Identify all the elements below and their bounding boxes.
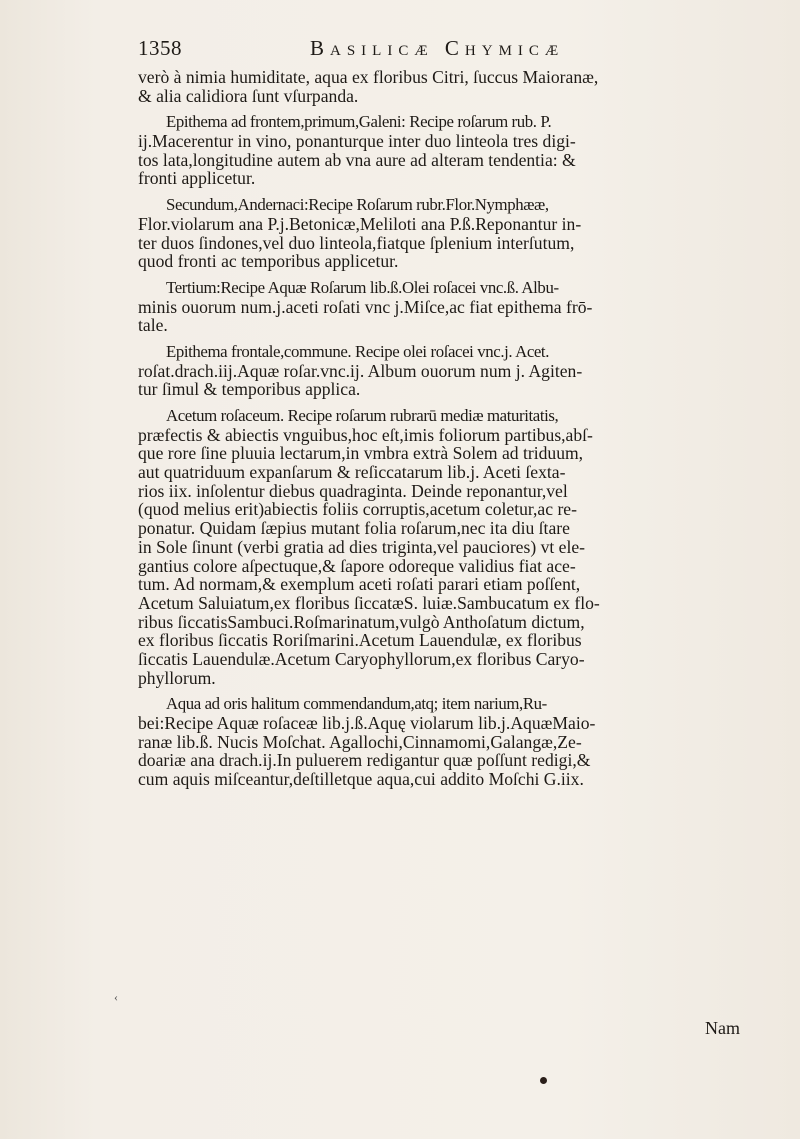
text-line: præfectis & abiectis vnguibus,hoc eſt,imis foliorum partibus,abſ- [138,424,593,445]
text-line: ranæ lib.ß. Nucis Moſchat. Agallochi,Cinnamomi,Galangæ,Ze- [138,731,582,752]
text-line: Secundum,Andernaci:Recipe Roſarum rubr.Flor.Nymphææ, [166,195,549,215]
page-header [120,36,760,68]
text-line: Tertium:Recipe Aquæ Roſarum lib.ß.Olei roſacei vnc.ß. Albu- [166,277,559,297]
running-head: Basilicæ Chymicæ [310,36,565,60]
text-line: Acetum roſaceum. Recipe roſarum rubrarū mediæ maturitatis, [166,406,559,425]
text-line: minis ouorum num.j.aceti roſati vnc j.Miſce,ac fiat epithema frō- [138,296,593,317]
text-line: phyllorum. [138,667,216,688]
ink-blot [540,1077,547,1084]
text-line: quod fronti ac temporibus applicetur. [138,251,399,272]
text-line: tos lata,longitudine autem ab vna aure ad alteram tendentia: & [138,149,576,170]
text-line: ij.Macerentur in vino, ponanturque inter duo linteola tres digi- [138,131,576,152]
text-line: tur ſimul & temporibus applica. [138,379,361,400]
paragraph [138,196,770,271]
paragraph [138,279,770,335]
paragraph [138,113,770,188]
text-line: ribus ſiccatisSambuci.Roſmarinatum,vulgò Anthoſatum dictum, [138,611,585,632]
paragraph [138,695,770,788]
page-number: 1358 [138,36,182,60]
text-line: Epithema frontale,commune. Recipe olei roſacei vnc.j. Acet. [166,341,550,361]
text-line: ter duos ſindones,vel duo linteola,fiatque ſplenium interſutum, [138,232,575,253]
text-line: bei:Recipe Aquæ roſaceæ lib.j.ß.Aquę violarum lib.j.AquæMaio- [138,713,596,733]
text-line: rios iix. inſolentur diebus quadraginta. Deinde reponantur,vel [138,480,568,501]
text-line: gantius colore aſpectuque,& ſapore odoreque validius fiat ace- [138,555,576,576]
text-line: ex floribus ſiccatis Roriſmarini.Acetum Lauendulæ, ex floribus [138,630,582,651]
paragraph [138,68,770,105]
text-line: tale. [138,315,168,336]
text-line: aut quatriduum expanſarum & reſiccatarum lib.j. Aceti ſexta- [138,462,566,483]
text-line: verò à nimia humiditate, aqua ex floribus Citri, ſuccus Maioranæ, [138,67,599,87]
text-line: ponatur. Quidam ſæpius mutant folia roſarum,nec ita diu ſtare [138,518,570,539]
text-line: Flor.violarum ana P.j.Betonicæ,Meliloti ana P.ß.Reponantur in- [138,213,582,234]
text-line: roſat.drach.iij.Aquæ roſar.vnc.ij. Album ouorum num j. Agiten- [138,360,583,381]
paragraph [138,407,770,687]
body-text [138,68,770,789]
margin-mark: ‹ [114,990,118,1004]
text-line: Acetum Saluiatum,ex floribus ſiccatæS. luiæ.Sambucatum ex flo- [138,592,600,613]
text-line: in Sole ſinunt (verbi gratia ad dies triginta,vel pauciores) vt ele- [138,536,586,557]
text-line: ſiccatis Lauendulæ.Acetum Caryophyllorum,ex floribus Caryo- [138,648,585,669]
text-line: tum. Ad normam,& exemplum aceti roſati parari etiam poſſent, [138,574,581,595]
catchword: Nam [705,1018,740,1038]
text-line: que rore ſine pluuia lectarum,in vmbra extrà Solem ad triduum, [138,443,584,464]
text-line: fronti applicetur. [138,168,256,189]
text-line: cum aquis miſceantur,deſtilletque aqua,cui addito Moſchi G.iix. [138,769,584,790]
text-line: & alia calidiora ſunt vſurpanda. [138,85,359,106]
text-line: doariæ ana drach.ij.In puluerem redigantur quæ poſſunt redigi,& [138,750,591,771]
text-line: Aqua ad oris halitum commendandum,atq; item narium,Ru- [166,694,547,714]
text-line: (quod melius erit)abiectis foliis corruptis,acetum coletur,ac re- [138,499,577,520]
paragraph [138,343,770,399]
text-line: Epithema ad frontem,primum,Galeni: Recipe roſarum rub. P. [166,112,552,132]
